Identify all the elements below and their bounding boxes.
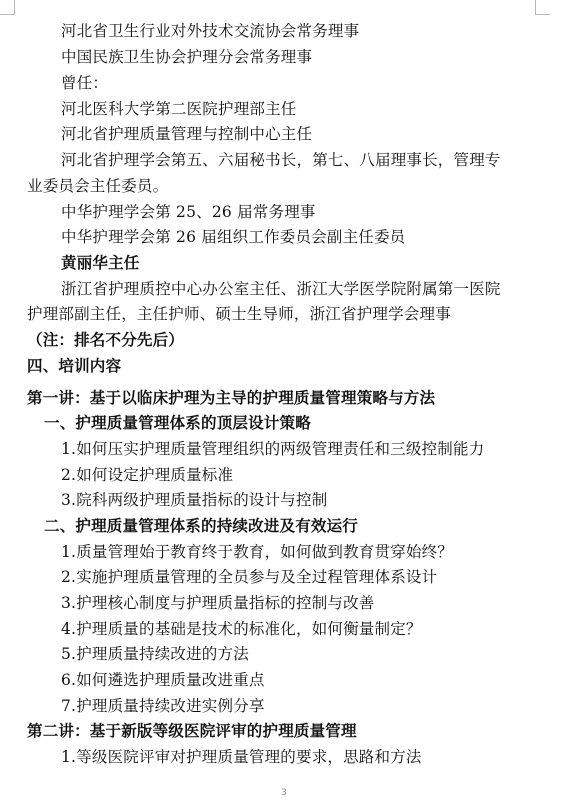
list-item: 5.护理质量持续改进的方法 [61,645,249,663]
list-item: 4.护理质量的基础是技术的标准化，如何衡量制定？ [61,620,422,638]
list-item: 7.护理质量持续改进实例分享 [61,697,265,715]
subsection-heading: 二、护理质量管理体系的持续改进及有效运行 [44,516,359,535]
text-line: 河北省护理学会第五、六届秘书长，第七、八届理事长，管理专 [61,151,501,169]
text-line: 曾任： [61,74,109,92]
subsection-heading: 一、护理质量管理体系的顶层设计策略 [44,413,311,432]
text-line: 浙江省护理质控中心办公室主任、浙江大学医学院附属第一医院 [61,280,501,298]
list-item: 1.质量管理始于教育终于教育，如何做到教育贯穿始终？ [61,543,453,561]
page-corner-mark-top-right [535,0,550,15]
lecture-heading: 第一讲：基于以临床护理为主导的护理质量管理策略与方法 [27,388,436,407]
list-item: 2.实施护理质量管理的全员参与及全过程管理体系设计 [61,568,438,586]
text-line: 河北省卫生行业对外技术交流协会常务理事 [61,22,360,40]
list-item: 2.如何设定护理质量标准 [61,466,234,484]
text-line: 中华护理学会第 26 届组织工作委员会副主任委员 [61,228,406,246]
text-line: 中华护理学会第 25、26 届常务理事 [61,203,316,221]
text-line: 河北医科大学第二医院护理部主任 [61,100,297,118]
lecture-heading: 第二讲：基于新版等级医院评审的护理质量管理 [27,721,357,740]
section-heading: 四、培训内容 [27,356,122,375]
text-line: 中国民族卫生协会护理分会常务理事 [61,48,313,66]
list-item: 3.院科两级护理质量指标的设计与控制 [61,491,328,509]
text-line: 业委员会主任委员。 [27,177,169,195]
note-line: （注：排名不分先后） [27,330,185,349]
page-number: 3 [281,788,287,798]
list-item: 1.等级医院评审对护理质量管理的要求，思路和方法 [61,748,422,766]
list-item: 3.护理核心制度与护理质量指标的控制与改善 [61,594,375,612]
list-item: 6.如何遴选护理质量改进重点 [61,671,265,689]
person-name-heading: 黄丽华主任 [61,253,140,272]
list-item: 1.如何压实护理质量管理组织的两级管理责任和三级控制能力 [61,440,485,458]
page-corner-mark-top-left [0,0,15,15]
text-line: 护理部副主任，主任护师、硕士生导师，浙江省护理学会理事 [27,305,451,323]
text-line: 河北省护理质量管理与控制中心主任 [61,125,313,143]
